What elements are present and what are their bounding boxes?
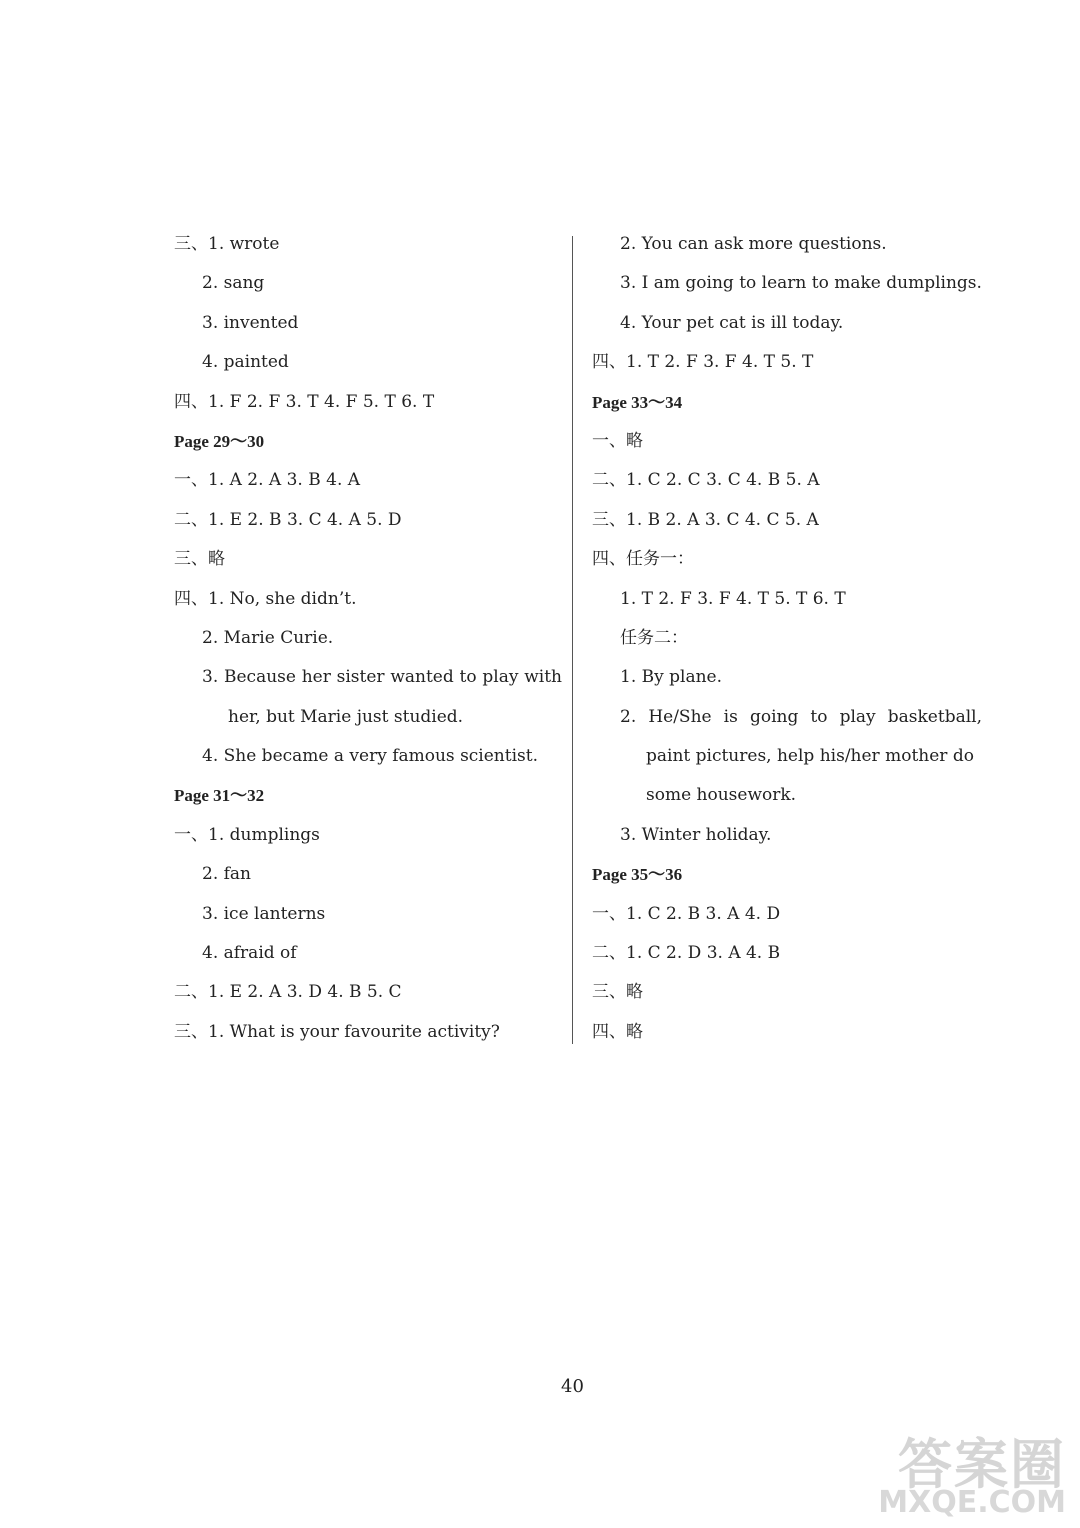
answer-line: 一、略: [592, 430, 643, 451]
right-column: [592, 225, 982, 1052]
answer-line: 三、1. What is your favourite activity?: [174, 1021, 500, 1042]
answer-line: 三、略: [592, 982, 643, 1003]
answer-line: 2. Marie Curie.: [202, 627, 334, 648]
section-heading: Page 35～36: [592, 865, 683, 885]
section-heading: Page 29～30: [174, 431, 265, 451]
answer-line: 3. I am going to learn to make dumplings.: [620, 273, 982, 294]
answer-line: 4. painted: [202, 352, 289, 373]
answer-line: her, but Marie just studied.: [228, 706, 464, 727]
answer-line: 一、1. C 2. B 3. A 4. D: [592, 903, 781, 924]
answer-line: 3. ice lanterns: [202, 903, 326, 924]
answer-line: 2. sang: [202, 273, 265, 294]
answer-line: 二、1. E 2. A 3. D 4. B 5. C: [174, 982, 402, 1003]
answer-line: 二、1. C 2. C 3. C 4. B 5. A: [592, 470, 820, 491]
answer-line: 2. He/She is going to play basketball,: [620, 706, 982, 727]
answer-line: some housework.: [646, 785, 797, 806]
answer-line: 1. By plane.: [620, 667, 722, 688]
answer-line: 4. afraid of: [202, 943, 297, 964]
section-heading: Page 31～32: [174, 786, 265, 806]
left-column: [174, 225, 562, 1052]
answer-line: 1. T 2. F 3. F 4. T 5. T 6. T: [620, 588, 846, 609]
answer-line: 三、1. wrote: [174, 234, 280, 254]
answer-line: 3. Winter holiday.: [620, 824, 772, 845]
watermark-url: MXQE.COM: [878, 1485, 1066, 1520]
column-divider: [572, 236, 573, 1044]
answer-line: 2. fan: [202, 864, 251, 885]
answer-line: 四、1. No, she didn’t.: [174, 588, 357, 609]
watermark-logo: 答案圈: [898, 1433, 1066, 1496]
page-number: 40: [561, 1376, 584, 1397]
answer-line: 一、1. A 2. A 3. B 4. A: [174, 470, 361, 491]
answer-line: 2. You can ask more questions.: [620, 234, 887, 254]
answer-line: 任务二：: [620, 627, 688, 648]
answer-line: 3. Because her sister wanted to play with: [202, 667, 562, 688]
answer-line: paint pictures, help his/her mother do: [646, 746, 974, 767]
answer-line: 三、略: [174, 549, 225, 570]
answer-line: 四、1. F 2. F 3. T 4. F 5. T 6. T: [174, 391, 435, 412]
answer-line: 四、任务一：: [592, 549, 694, 570]
answer-line: 4. She became a very famous scientist.: [202, 746, 538, 767]
section-heading: Page 33～34: [592, 392, 683, 412]
answer-line: 二、1. C 2. D 3. A 4. B: [592, 943, 781, 964]
answer-line: 三、1. B 2. A 3. C 4. C 5. A: [592, 509, 819, 530]
answer-line: 一、1. dumplings: [174, 824, 320, 845]
answer-line: 3. invented: [202, 312, 299, 333]
answer-line: 四、1. T 2. F 3. F 4. T 5. T: [592, 352, 814, 373]
answer-line: 4. Your pet cat is ill today.: [620, 312, 844, 333]
watermark: [878, 1422, 1066, 1520]
answer-line: 四、略: [592, 1021, 643, 1042]
answer-line: 二、1. E 2. B 3. C 4. A 5. D: [174, 509, 402, 530]
